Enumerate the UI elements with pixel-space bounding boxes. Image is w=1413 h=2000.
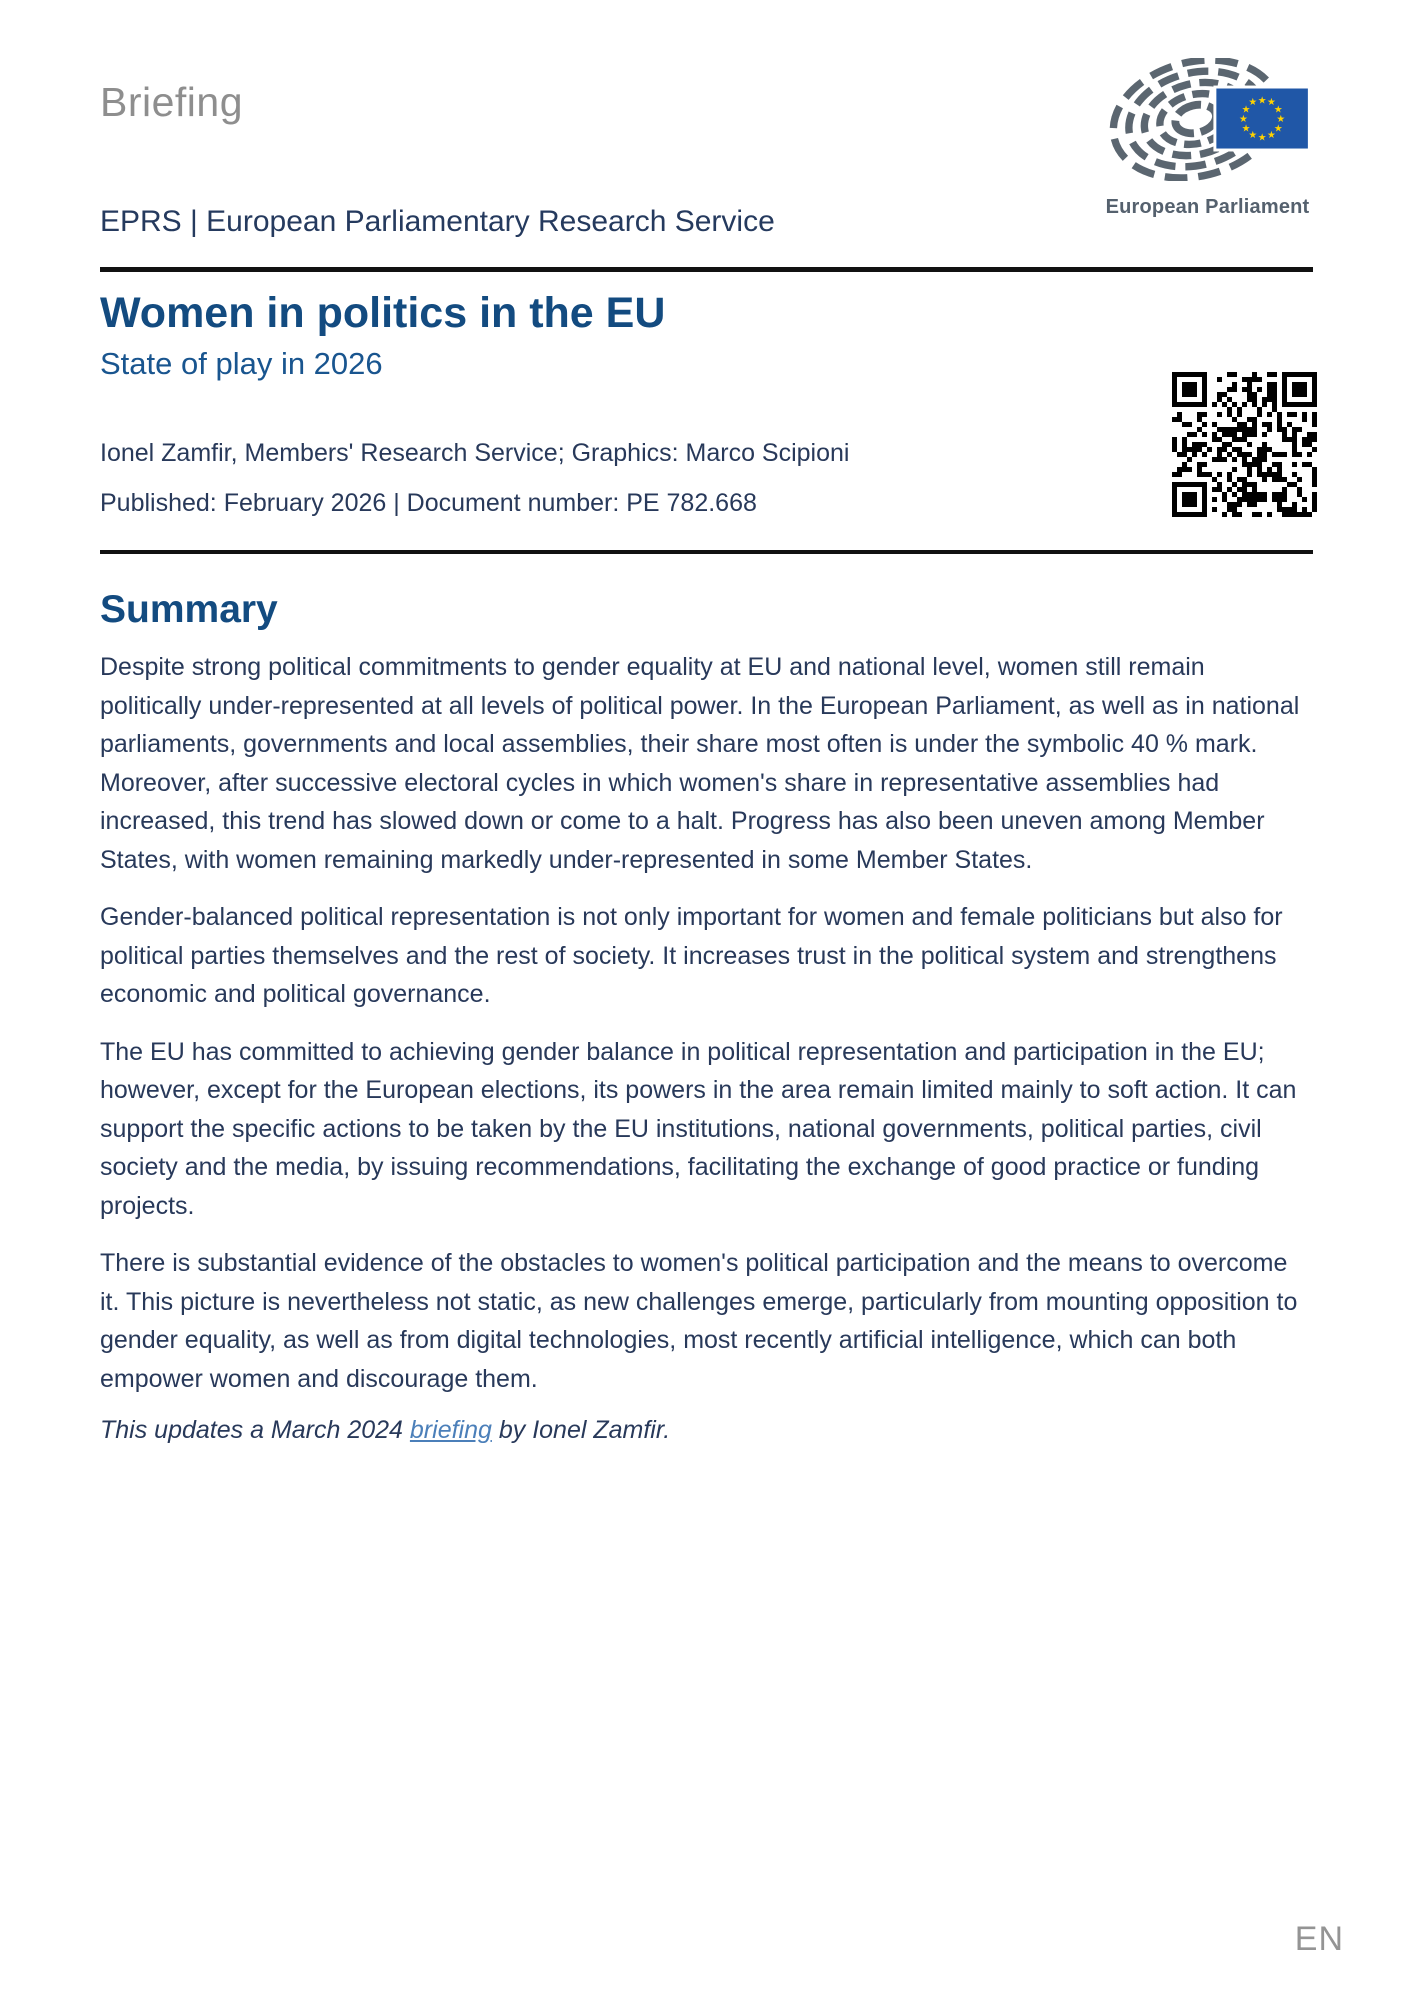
qr-code xyxy=(1172,372,1317,517)
summary-paragraph: Gender-balanced political representation is not only important for women and female politicians but also for political parties themselves and the rest of society. It increases trust in the political system and strengthens economic and political governance. xyxy=(100,903,1283,1009)
service-line: EPRS | European Parliamentary Research Service xyxy=(100,205,775,239)
svg-text:★: ★ xyxy=(1266,130,1276,142)
published-line: Published: February 2026 | Document number: PE 782.668 xyxy=(100,489,757,518)
page-title: Women in politics in the EU xyxy=(100,289,666,338)
svg-text:★: ★ xyxy=(1273,104,1283,116)
svg-text:★: ★ xyxy=(1275,113,1285,125)
svg-text:★: ★ xyxy=(1257,132,1267,144)
summary-paragraph: The EU has committed to achieving gender balance in political representation and participation in the EU; however, except for the European elections, its powers in the area remain limited mainly to soft action. It can support the specific actions to be taken by the EU institutions, national governments, political parties, civil society and the media, by issuing recommendations, facilitating the exchange of good practice or funding projects. xyxy=(100,1037,1297,1220)
svg-text:★: ★ xyxy=(1241,104,1250,116)
summary-paragraph: Despite strong political commitments to gender equality at EU and national level, women still remain politically under-represented at all levels of political power. In the European Parliament, as well as in national parliaments, governments and local assemblies, their share most often is under the symbolic 40 % mark. Moreover, after successive electoral cycles in which women's share in representative assemblies had increased, this trend has slowed down or come to a halt. Progress has also been uneven among Member States, with women remaining markedly under-represented in some Member States. xyxy=(100,653,1300,874)
authors-line: Ionel Zamfir, Members' Research Service; Graphics: Marco Scipioni xyxy=(100,438,850,467)
page-subtitle: State of play in 2026 xyxy=(100,346,383,382)
svg-text:★: ★ xyxy=(1247,130,1257,142)
svg-text:★: ★ xyxy=(1266,96,1276,108)
briefing-link[interactable]: briefing xyxy=(409,1416,492,1445)
svg-text:★: ★ xyxy=(1247,96,1257,108)
header-rule-top xyxy=(100,267,1313,272)
language-badge: EN xyxy=(1294,1920,1344,1958)
svg-text:★: ★ xyxy=(1273,123,1283,135)
logo-caption: European Parliament xyxy=(1105,196,1310,218)
summary-paragraph: There is substantial evidence of the obstacles to women's political participation and the means to overcome it. This picture is nevertheless not static, as new challenges emerge, particularly from mounting opposition to gender equality, as well as from digital technologies, most recently artificial intelligence, which can both empower women and discourage them. xyxy=(100,1249,1298,1393)
document-type-label: Briefing xyxy=(100,79,244,125)
svg-text:★: ★ xyxy=(1241,123,1250,135)
header-rule-bottom xyxy=(100,550,1313,554)
update-note xyxy=(100,1415,1313,1446)
svg-text:★: ★ xyxy=(1238,113,1248,125)
summary-heading: Summary xyxy=(100,588,278,632)
update-note-suffix: by Ionel Zamfir. xyxy=(491,1416,671,1445)
update-note-prefix: This updates a March 2024 xyxy=(100,1416,410,1445)
svg-text:★: ★ xyxy=(1257,95,1267,107)
